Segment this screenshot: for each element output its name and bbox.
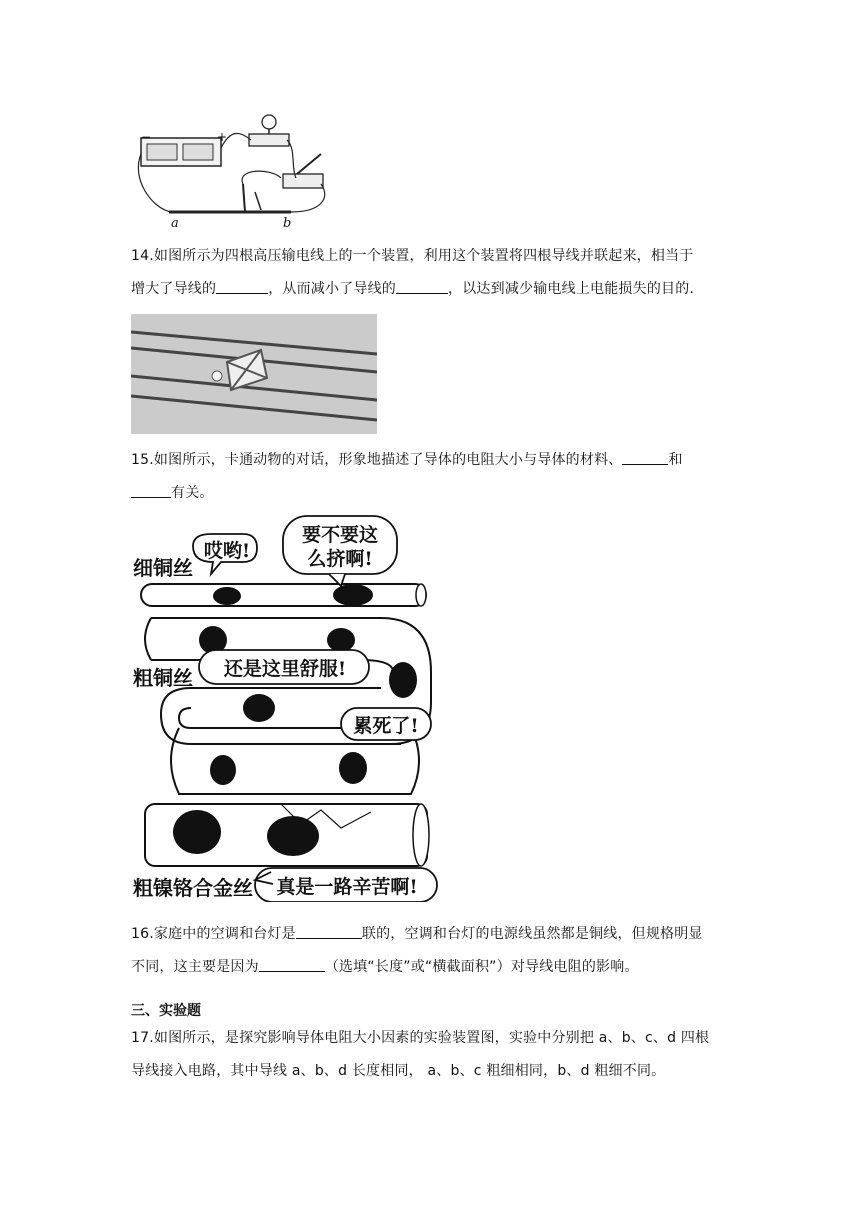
q14-line2: 增大了导线的 ，从而减小了导线的 ，以达到减少输电线上电能损失的目的.: [131, 281, 695, 297]
question-15: [131, 444, 741, 510]
circuit-drawing: [131, 108, 351, 234]
bubble-crowded-2: 么挤啊!: [307, 548, 373, 570]
label-a: a: [171, 216, 179, 231]
label-nichrome: 粗镍铬合金丝: [133, 876, 253, 900]
label-thin-copper: 细铜丝: [133, 556, 193, 580]
bubble-crowded-1: 要不要这: [301, 524, 378, 546]
minus-sign: −: [141, 130, 152, 144]
power-line-photo: [131, 314, 377, 434]
q16-blank-1[interactable]: [296, 924, 362, 939]
q14-blank-1[interactable]: [216, 279, 268, 294]
circuit-figure: [131, 108, 351, 234]
q15-line1: 15.如图所示，卡通动物的对话，形象地描述了导体的电阻大小与导体的材料、 和: [131, 452, 683, 468]
bubble-hard: 真是一路辛苦啊!: [276, 876, 418, 898]
question-14: [131, 240, 741, 306]
q17-line1: 17.如图所示，是探究影响导体电阻大小因素的实验装置图，实验中分别把 a、b、c、d 四根: [131, 1030, 710, 1046]
q16-line1: 16.家庭中的空调和台灯是 联的，空调和台灯的电源线虽然都是铜线，但规格明显: [131, 926, 703, 942]
q17-line2: 导线接入电路，其中导线 a、b、d 长度相同， a、b、c 粗细相同，b、d 粗细不同。: [131, 1063, 666, 1079]
bubble-comfortable: 还是这里舒服!: [223, 658, 347, 680]
power-line-drawing: [131, 314, 377, 434]
bubble-ouch: 哎哟!: [203, 540, 251, 562]
question-16: [131, 918, 741, 984]
plus-sign: +: [217, 130, 228, 144]
q15-line2: 有关。: [131, 477, 741, 510]
bubble-tired: 累死了!: [353, 715, 419, 737]
section-heading: 三、实验题: [131, 1003, 201, 1019]
cartoon-figure: [131, 512, 441, 902]
q15-blank-1[interactable]: [622, 450, 668, 465]
q15-blank-2[interactable]: [131, 483, 171, 498]
label-thick-copper: 粗铜丝: [133, 666, 193, 690]
q16-blank-2[interactable]: [259, 957, 325, 972]
q16-line2: 不同，这主要是因为 （选填“长度”或“横截面积”）对导线电阻的影响。: [131, 959, 639, 975]
q14-blank-2[interactable]: [396, 279, 448, 294]
label-b: b: [283, 216, 292, 231]
q14-line1: 14.如图所示为四根高压输电线上的一个装置，利用这个装置将四根导线并联起来，相当于: [131, 248, 694, 264]
question-17: [131, 1022, 741, 1088]
